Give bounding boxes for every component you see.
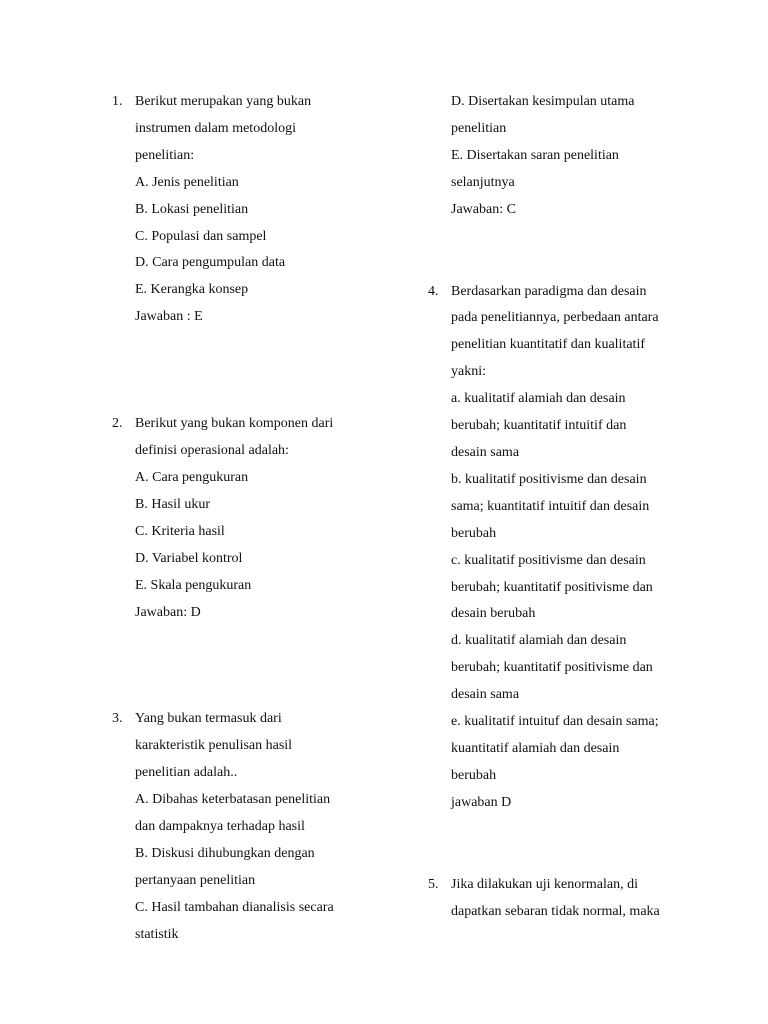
option-c-continued: berubah; kuantitatif positivisme dan <box>451 579 653 595</box>
question-5 <box>428 872 690 926</box>
question-number: 1. <box>112 94 123 109</box>
option-b-continued: sama; kuantitatif intuitif dan desain <box>451 498 650 514</box>
option-e-continued: berubah <box>451 767 497 783</box>
question-text-line: Berikut yang bukan komponen dari <box>135 416 334 432</box>
right-column <box>428 89 690 925</box>
option-c-continued: statistik <box>135 926 179 942</box>
left-column <box>112 89 362 949</box>
option-c: C. Kriteria hasil <box>135 523 225 539</box>
answer-line: Jawaban : E <box>135 309 203 325</box>
question-number: 5. <box>428 876 439 892</box>
option-c-continued: desain berubah <box>451 606 536 622</box>
question-text-line: penelitian: <box>135 147 195 163</box>
option-a-continued: berubah; kuantitatif intuitif dan <box>451 418 627 434</box>
question-text-line: definisi operasional adalah: <box>135 443 289 459</box>
option-a: A. Jenis penelitian <box>135 174 239 190</box>
question-text-line: karakteristik penulisan hasil <box>135 738 293 754</box>
question-3-continuation <box>428 89 690 224</box>
option-b-continued: pertanyaan penelitian <box>135 872 256 888</box>
option-e: E. Kerangka konsep <box>135 282 249 298</box>
option-a: a. kualitatif alamiah dan desain <box>451 391 626 407</box>
option-e: E. Disertakan saran penelitian <box>451 147 619 163</box>
option-d: D. Cara pengumpulan data <box>135 255 286 271</box>
option-a-continued: dan dampaknya terhadap hasil <box>135 819 305 835</box>
option-a-continued: desain sama <box>451 444 520 460</box>
question-text-line: Berdasarkan paradigma dan desain <box>451 283 647 299</box>
option-b: b. kualitatif positivisme dan desain <box>451 471 647 487</box>
question-number: 4. <box>428 283 439 299</box>
question-1 <box>112 89 362 331</box>
question-text-line: Yang bukan termasuk dari <box>135 711 282 727</box>
option-d-continued: penelitian <box>451 120 507 136</box>
question-text-line: instrumen dalam metodologi <box>135 120 296 136</box>
option-c: c. kualitatif positivisme dan desain <box>451 552 646 568</box>
option-d-continued: berubah; kuantitatif positivisme dan <box>451 660 653 676</box>
option-c: C. Hasil tambahan dianalisis secara <box>135 899 334 915</box>
option-a: A. Dibahas keterbatasan penelitian <box>135 792 331 808</box>
question-text-line: dapatkan sebaran tidak normal, maka <box>451 903 660 919</box>
option-b: B. Lokasi penelitian <box>135 201 249 217</box>
question-text-line: pada penelitiannya, perbedaan antara <box>451 310 659 326</box>
option-c: C. Populasi dan sampel <box>135 228 267 244</box>
option-d: D. Disertakan kesimpulan utama <box>451 94 635 109</box>
option-e-continued: kuantitatif alamiah dan desain <box>451 740 620 756</box>
question-text-line: penelitian kuantitatif dan kualitatif <box>451 337 645 353</box>
question-text-line: penelitian adalah.. <box>135 765 238 781</box>
option-e: e. kualitatif intuituf dan desain sama; <box>451 714 659 730</box>
option-b: B. Hasil ukur <box>135 496 211 512</box>
question-3 <box>112 706 362 948</box>
question-text-line: Jika dilakukan uji kenormalan, di <box>451 876 639 892</box>
question-number: 2. <box>112 416 123 432</box>
option-e: E. Skala pengukuran <box>135 577 252 593</box>
question-number: 3. <box>112 711 123 727</box>
option-e-continued: selanjutnya <box>451 174 515 190</box>
option-b: B. Diskusi dihubungkan dengan <box>135 845 315 861</box>
option-a: A. Cara pengukuran <box>135 469 249 485</box>
question-2 <box>112 411 362 626</box>
answer-line: Jawaban: D <box>135 604 201 620</box>
option-d: D. Variabel kontrol <box>135 550 243 566</box>
answer-line: jawaban D <box>451 794 512 810</box>
question-4 <box>428 279 690 817</box>
option-b-continued: berubah <box>451 525 497 541</box>
option-d-continued: desain sama <box>451 687 520 703</box>
answer-line: Jawaban: C <box>451 201 516 217</box>
question-text-line: yakni: <box>451 364 486 380</box>
option-d: d. kualitatif alamiah dan desain <box>451 633 627 649</box>
question-text-line: Berikut merupakan yang bukan <box>135 94 312 109</box>
